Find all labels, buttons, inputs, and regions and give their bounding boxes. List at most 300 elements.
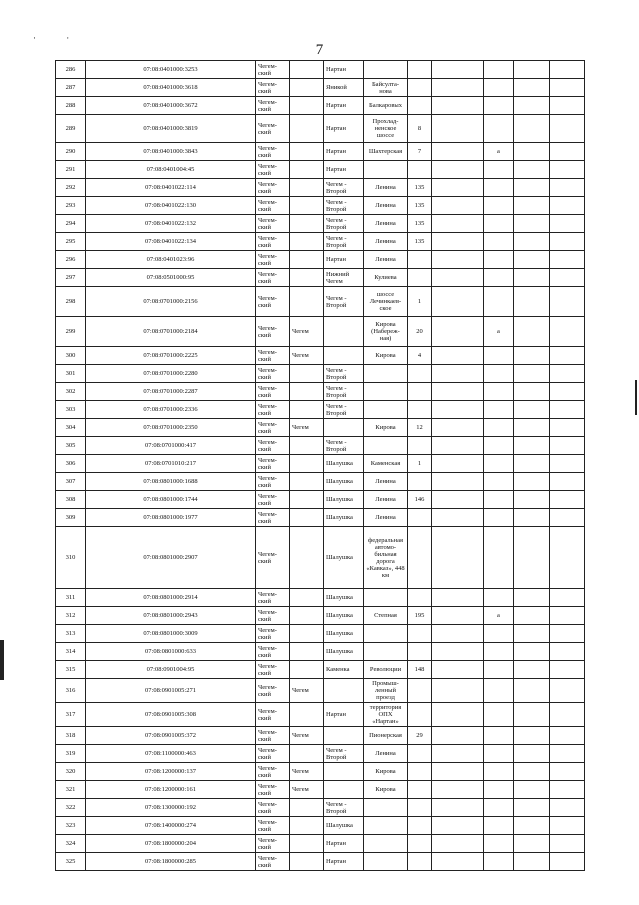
row-number: 309 <box>56 509 86 527</box>
row-number: 303 <box>56 401 86 419</box>
street-cell: Революции <box>364 661 408 679</box>
corpus-cell <box>484 835 514 853</box>
empty-cell <box>550 763 585 781</box>
empty-cell <box>514 79 550 97</box>
table-row <box>56 79 585 97</box>
empty-cell <box>432 115 484 143</box>
empty-cell <box>514 269 550 287</box>
empty-cell <box>514 643 550 661</box>
empty-cell <box>550 287 585 317</box>
table-row <box>56 473 585 491</box>
settlement-cell: Нартан <box>324 115 364 143</box>
house-cell <box>408 853 432 871</box>
corpus-cell <box>484 365 514 383</box>
street-cell: Шахтерская <box>364 143 408 161</box>
municipality-cell <box>290 179 324 197</box>
municipality-cell <box>290 115 324 143</box>
row-number: 297 <box>56 269 86 287</box>
table-row <box>56 763 585 781</box>
street-cell <box>364 161 408 179</box>
empty-cell <box>550 215 585 233</box>
empty-cell <box>550 455 585 473</box>
row-number: 295 <box>56 233 86 251</box>
street-cell <box>364 365 408 383</box>
street-cell <box>364 383 408 401</box>
row-number: 296 <box>56 251 86 269</box>
row-number: 322 <box>56 799 86 817</box>
cadastral-number: 07:08:0801000:2943 <box>86 607 256 625</box>
row-number: 301 <box>56 365 86 383</box>
municipality-cell <box>290 269 324 287</box>
street-cell: Прохлад-ненское шоссе <box>364 115 408 143</box>
settlement-cell: Шалушка <box>324 455 364 473</box>
empty-cell <box>432 197 484 215</box>
district-cell: Чегем-ский <box>256 233 290 251</box>
street-cell: Ленина <box>364 473 408 491</box>
row-number: 293 <box>56 197 86 215</box>
row-number: 288 <box>56 97 86 115</box>
street-cell: Кирова <box>364 763 408 781</box>
empty-cell <box>550 197 585 215</box>
cadastral-number: 07:08:0401022:132 <box>86 215 256 233</box>
corpus-cell <box>484 643 514 661</box>
table-row <box>56 625 585 643</box>
municipality-cell: Чегем <box>290 763 324 781</box>
empty-cell <box>432 61 484 79</box>
empty-cell <box>432 763 484 781</box>
empty-cell <box>550 179 585 197</box>
settlement-cell: Шалушка <box>324 527 364 589</box>
cadastral-number: 07:08:0801000:1688 <box>86 473 256 491</box>
house-cell: 29 <box>408 727 432 745</box>
municipality-cell: Чегем <box>290 419 324 437</box>
empty-cell <box>514 727 550 745</box>
row-number: 311 <box>56 589 86 607</box>
municipality-cell <box>290 455 324 473</box>
empty-cell <box>432 161 484 179</box>
settlement-cell: Шалушка <box>324 817 364 835</box>
house-cell <box>408 365 432 383</box>
district-cell: Чегем-ский <box>256 419 290 437</box>
street-cell: федеральная автомо-бильная дорога «Кавказ», 448 км <box>364 527 408 589</box>
row-number: 312 <box>56 607 86 625</box>
table-row <box>56 179 585 197</box>
row-number: 294 <box>56 215 86 233</box>
row-number: 304 <box>56 419 86 437</box>
empty-cell <box>432 817 484 835</box>
corpus-cell <box>484 179 514 197</box>
house-cell <box>408 269 432 287</box>
house-cell <box>408 625 432 643</box>
table-row <box>56 269 585 287</box>
settlement-cell: Чегем - Второй <box>324 233 364 251</box>
row-number: 323 <box>56 817 86 835</box>
row-number: 290 <box>56 143 86 161</box>
table-row <box>56 661 585 679</box>
settlement-cell <box>324 317 364 347</box>
street-cell <box>364 625 408 643</box>
municipality-cell: Чегем <box>290 317 324 347</box>
settlement-cell <box>324 347 364 365</box>
municipality-cell <box>290 661 324 679</box>
empty-cell <box>432 287 484 317</box>
settlement-cell: Шалушка <box>324 589 364 607</box>
empty-cell <box>432 233 484 251</box>
settlement-cell <box>324 763 364 781</box>
empty-cell <box>432 473 484 491</box>
street-cell: территория ОПХ «Нартан» <box>364 703 408 727</box>
corpus-cell <box>484 251 514 269</box>
house-cell <box>408 509 432 527</box>
empty-cell <box>514 251 550 269</box>
settlement-cell: Нартан <box>324 61 364 79</box>
corpus-cell <box>484 817 514 835</box>
street-cell <box>364 835 408 853</box>
district-cell: Чегем-ский <box>256 527 290 589</box>
settlement-cell: Чегем - Второй <box>324 287 364 317</box>
corpus-cell <box>484 473 514 491</box>
municipality-cell <box>290 143 324 161</box>
corpus-cell <box>484 455 514 473</box>
district-cell: Чегем-ский <box>256 79 290 97</box>
street-cell: Кирова <box>364 347 408 365</box>
district-cell: Чегем-ский <box>256 817 290 835</box>
district-cell: Чегем-ский <box>256 589 290 607</box>
table-row <box>56 781 585 799</box>
district-cell: Чегем-ский <box>256 197 290 215</box>
empty-cell <box>514 661 550 679</box>
cadastral-number: 07:08:0401000:3819 <box>86 115 256 143</box>
empty-cell <box>514 607 550 625</box>
district-cell: Чегем-ский <box>256 437 290 455</box>
empty-cell <box>550 233 585 251</box>
house-cell <box>408 161 432 179</box>
empty-cell <box>514 347 550 365</box>
municipality-cell <box>290 589 324 607</box>
corpus-cell <box>484 799 514 817</box>
empty-cell <box>432 179 484 197</box>
street-cell: Ленина <box>364 233 408 251</box>
settlement-cell: Шалушка <box>324 625 364 643</box>
settlement-cell: Чегем - Второй <box>324 365 364 383</box>
empty-cell <box>514 745 550 763</box>
house-cell <box>408 251 432 269</box>
municipality-cell <box>290 473 324 491</box>
municipality-cell <box>290 287 324 317</box>
house-cell <box>408 763 432 781</box>
cadastral-number: 07:08:0901005:372 <box>86 727 256 745</box>
district-cell: Чегем-ский <box>256 799 290 817</box>
row-number: 319 <box>56 745 86 763</box>
house-cell <box>408 383 432 401</box>
house-cell: 135 <box>408 233 432 251</box>
empty-cell <box>514 401 550 419</box>
municipality-cell <box>290 215 324 233</box>
municipality-cell: Чегем <box>290 727 324 745</box>
street-cell: Ленина <box>364 197 408 215</box>
table-row <box>56 817 585 835</box>
margin-mark <box>635 380 637 415</box>
district-cell: Чегем-ский <box>256 625 290 643</box>
municipality-cell: Чегем <box>290 347 324 365</box>
empty-cell <box>432 491 484 509</box>
corpus-cell <box>484 61 514 79</box>
house-cell <box>408 79 432 97</box>
corpus-cell <box>484 437 514 455</box>
house-cell: 7 <box>408 143 432 161</box>
street-cell <box>364 589 408 607</box>
row-number: 314 <box>56 643 86 661</box>
empty-cell <box>550 317 585 347</box>
cadastral-number: 07:08:0801000:1744 <box>86 491 256 509</box>
empty-cell <box>432 643 484 661</box>
corpus-cell <box>484 589 514 607</box>
cadastral-number: 07:08:0401000:3672 <box>86 97 256 115</box>
municipality-cell <box>290 509 324 527</box>
street-cell <box>364 437 408 455</box>
district-cell: Чегем-ский <box>256 383 290 401</box>
cadastral-number: 07:08:0901005:271 <box>86 679 256 703</box>
district-cell: Чегем-ский <box>256 161 290 179</box>
municipality-cell <box>290 61 324 79</box>
corpus-cell <box>484 79 514 97</box>
district-cell: Чегем-ский <box>256 763 290 781</box>
street-cell: Ленина <box>364 509 408 527</box>
corpus-cell <box>484 161 514 179</box>
settlement-cell: Шалушка <box>324 509 364 527</box>
cadastral-number: 07:08:0401022:134 <box>86 233 256 251</box>
house-cell <box>408 817 432 835</box>
street-cell <box>364 643 408 661</box>
empty-cell <box>550 661 585 679</box>
row-number: 306 <box>56 455 86 473</box>
municipality-cell <box>290 233 324 251</box>
empty-cell <box>514 473 550 491</box>
empty-cell <box>432 527 484 589</box>
street-cell: Ленина <box>364 179 408 197</box>
empty-cell <box>514 509 550 527</box>
empty-cell <box>432 347 484 365</box>
empty-cell <box>432 97 484 115</box>
empty-cell <box>550 817 585 835</box>
table-row <box>56 607 585 625</box>
corpus-cell <box>484 727 514 745</box>
cadastral-number: 07:08:0801000:3009 <box>86 625 256 643</box>
settlement-cell: Яникой <box>324 79 364 97</box>
row-number: 302 <box>56 383 86 401</box>
empty-cell <box>550 781 585 799</box>
cadastral-number: 07:08:0701000:2350 <box>86 419 256 437</box>
empty-cell <box>432 419 484 437</box>
street-cell: Кирова <box>364 419 408 437</box>
corpus-cell <box>484 625 514 643</box>
empty-cell <box>550 383 585 401</box>
empty-cell <box>514 625 550 643</box>
house-cell: 135 <box>408 215 432 233</box>
table-row <box>56 835 585 853</box>
table-row <box>56 491 585 509</box>
municipality-cell <box>290 491 324 509</box>
empty-cell <box>550 679 585 703</box>
margin-mark <box>0 640 4 680</box>
corpus-cell <box>484 853 514 871</box>
district-cell: Чегем-ский <box>256 509 290 527</box>
district-cell: Чегем-ский <box>256 643 290 661</box>
corpus-cell <box>484 115 514 143</box>
municipality-cell <box>290 383 324 401</box>
corpus-cell <box>484 661 514 679</box>
corpus-cell <box>484 347 514 365</box>
cadastral-number: 07:08:0401023:96 <box>86 251 256 269</box>
house-cell: 4 <box>408 347 432 365</box>
empty-cell <box>432 383 484 401</box>
empty-cell <box>514 419 550 437</box>
street-cell: Степная <box>364 607 408 625</box>
table-row <box>56 437 585 455</box>
house-cell: 135 <box>408 179 432 197</box>
empty-cell <box>514 317 550 347</box>
house-cell: 1 <box>408 287 432 317</box>
settlement-cell: Нартан <box>324 143 364 161</box>
municipality-cell <box>290 625 324 643</box>
house-cell: 148 <box>408 661 432 679</box>
empty-cell <box>432 79 484 97</box>
settlement-cell <box>324 419 364 437</box>
empty-cell <box>514 817 550 835</box>
table-row <box>56 455 585 473</box>
empty-cell <box>550 437 585 455</box>
row-number: 299 <box>56 317 86 347</box>
empty-cell <box>514 799 550 817</box>
table-row <box>56 161 585 179</box>
empty-cell <box>514 233 550 251</box>
district-cell: Чегем-ский <box>256 491 290 509</box>
district-cell: Чегем-ский <box>256 835 290 853</box>
row-number: 325 <box>56 853 86 871</box>
street-cell <box>364 401 408 419</box>
corpus-cell <box>484 781 514 799</box>
district-cell: Чегем-ский <box>256 679 290 703</box>
street-cell: Балкаровых <box>364 97 408 115</box>
settlement-cell: Каменка <box>324 661 364 679</box>
table-row <box>56 527 585 589</box>
corpus-cell <box>484 527 514 589</box>
house-cell: 195 <box>408 607 432 625</box>
municipality-cell <box>290 79 324 97</box>
settlement-cell <box>324 727 364 745</box>
table-row <box>56 365 585 383</box>
cadastral-number: 07:08:0401022:130 <box>86 197 256 215</box>
district-cell: Чегем-ский <box>256 269 290 287</box>
row-number: 300 <box>56 347 86 365</box>
cadastral-number: 07:08:0501000:95 <box>86 269 256 287</box>
cadastral-number: 07:08:0701000:2287 <box>86 383 256 401</box>
empty-cell <box>550 853 585 871</box>
empty-cell <box>550 491 585 509</box>
empty-cell <box>432 727 484 745</box>
empty-cell <box>550 727 585 745</box>
empty-cell <box>550 61 585 79</box>
empty-cell <box>514 853 550 871</box>
empty-cell <box>432 215 484 233</box>
table-row <box>56 401 585 419</box>
cadastral-number: 07:08:0401000:3843 <box>86 143 256 161</box>
empty-cell <box>550 643 585 661</box>
cadastral-number: 07:08:0801000:633 <box>86 643 256 661</box>
row-number: 317 <box>56 703 86 727</box>
empty-cell <box>432 251 484 269</box>
empty-cell <box>432 269 484 287</box>
row-number: 289 <box>56 115 86 143</box>
empty-cell <box>550 251 585 269</box>
corpus-cell <box>484 401 514 419</box>
empty-cell <box>550 401 585 419</box>
empty-cell <box>432 625 484 643</box>
row-number: 287 <box>56 79 86 97</box>
cadastral-number: 07:08:0401000:3253 <box>86 61 256 79</box>
empty-cell <box>432 365 484 383</box>
corpus-cell: а <box>484 317 514 347</box>
street-cell: Каменская <box>364 455 408 473</box>
corpus-cell <box>484 197 514 215</box>
empty-cell <box>550 473 585 491</box>
cadastral-number: 07:08:0701000:2336 <box>86 401 256 419</box>
corpus-cell <box>484 233 514 251</box>
district-cell: Чегем-ский <box>256 215 290 233</box>
table-row <box>56 643 585 661</box>
street-cell: Кирова (Набереж-ная) <box>364 317 408 347</box>
settlement-cell: Чегем - Второй <box>324 437 364 455</box>
settlement-cell: Чегем - Второй <box>324 215 364 233</box>
table-row <box>56 287 585 317</box>
street-cell <box>364 817 408 835</box>
district-cell: Чегем-ский <box>256 401 290 419</box>
empty-cell <box>550 143 585 161</box>
municipality-cell <box>290 817 324 835</box>
header-marks: · · <box>33 33 84 43</box>
settlement-cell: Чегем - Второй <box>324 179 364 197</box>
table-row <box>56 509 585 527</box>
district-cell: Чегем-ский <box>256 317 290 347</box>
table-row <box>56 383 585 401</box>
empty-cell <box>432 317 484 347</box>
street-cell: Ленина <box>364 215 408 233</box>
settlement-cell: Нартан <box>324 251 364 269</box>
settlement-cell: Чегем - Второй <box>324 197 364 215</box>
settlement-cell: Шалушка <box>324 473 364 491</box>
empty-cell <box>550 745 585 763</box>
district-cell: Чегем-ский <box>256 365 290 383</box>
empty-cell <box>514 161 550 179</box>
row-number: 305 <box>56 437 86 455</box>
settlement-cell: Нартан <box>324 835 364 853</box>
table-row <box>56 143 585 161</box>
empty-cell <box>514 703 550 727</box>
empty-cell <box>514 179 550 197</box>
table-row <box>56 317 585 347</box>
house-cell: 12 <box>408 419 432 437</box>
corpus-cell: а <box>484 143 514 161</box>
row-number: 324 <box>56 835 86 853</box>
street-cell <box>364 799 408 817</box>
row-number: 307 <box>56 473 86 491</box>
district-cell: Чегем-ский <box>256 473 290 491</box>
row-number: 315 <box>56 661 86 679</box>
empty-cell <box>550 589 585 607</box>
district-cell: Чегем-ский <box>256 455 290 473</box>
row-number: 313 <box>56 625 86 643</box>
row-number: 298 <box>56 287 86 317</box>
